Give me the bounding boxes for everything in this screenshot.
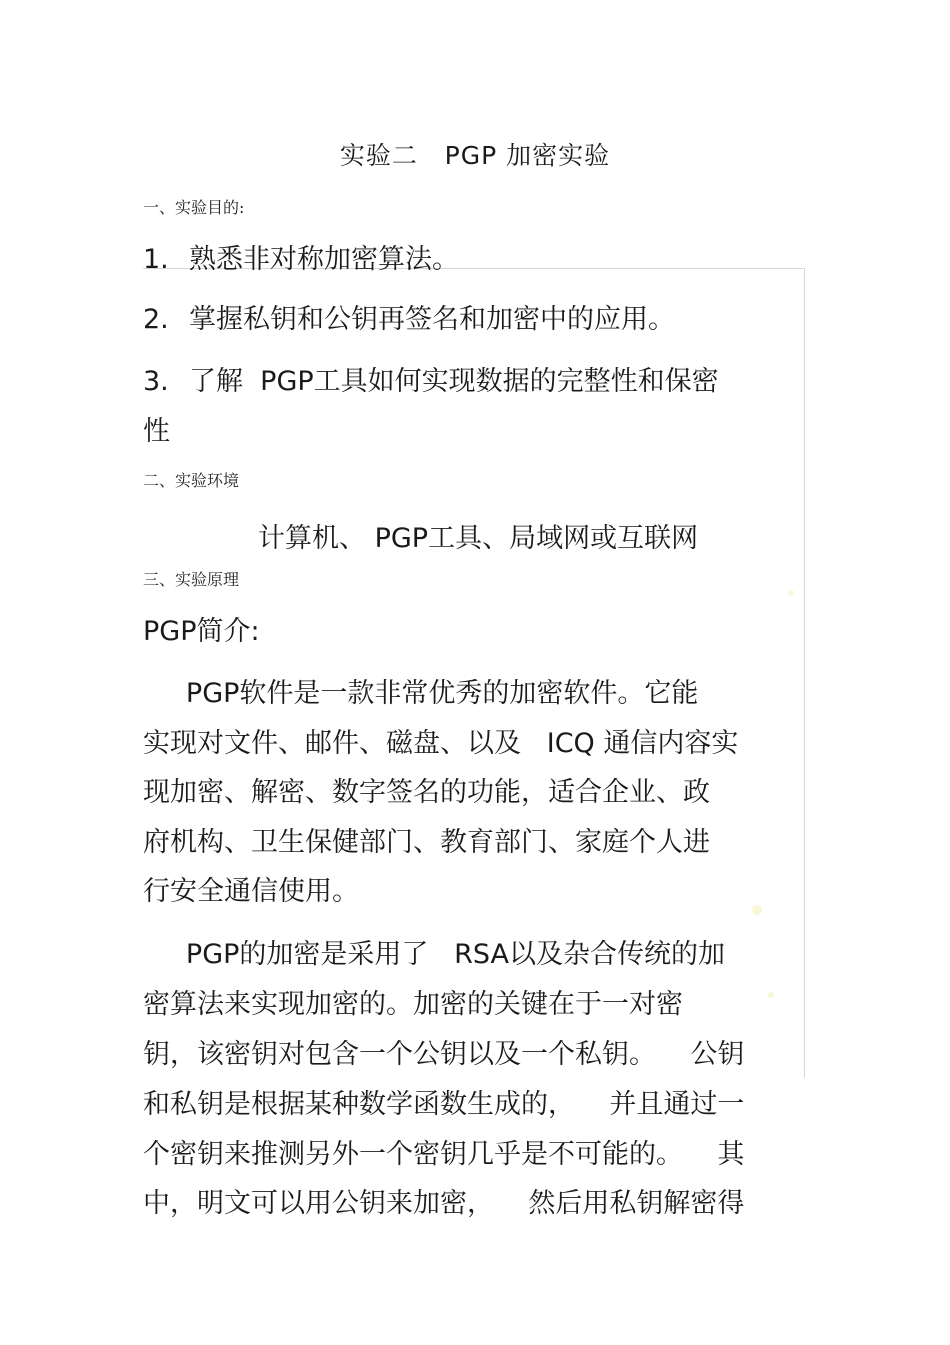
paragraph1-line: PGP软件是一款非常优秀的加密软件。它能 <box>143 678 699 709</box>
purpose-item-2 <box>143 306 675 333</box>
paragraph2-line: 和私钥是根据某种数学函数生成的， 并且通过一 <box>143 1089 745 1120</box>
paragraph2-line: 个密钥来推测另外一个密钥几乎是不可能的。 其 <box>143 1139 745 1170</box>
paragraph1-line: 行安全通信使用。 <box>143 876 359 907</box>
intro-heading: PGP简介: <box>143 616 260 647</box>
list-number: 2. <box>143 304 169 335</box>
purpose-item-3 <box>143 368 719 395</box>
section-heading-principle: 三、实验原理 <box>143 570 240 589</box>
paragraph2-line: 中，明文可以用公钥来加密， 然后用私钥解密得 <box>143 1188 745 1219</box>
paragraph2-line: PGP的加密是采用了 RSA以及杂合传统的加 <box>143 939 726 970</box>
purpose-item-1 <box>143 246 459 273</box>
list-number: 1. <box>143 244 169 275</box>
scan-speck <box>788 590 794 596</box>
paragraph1-line: 实现对文件、邮件、磁盘、以及 ICQ 通信内容实 <box>143 728 739 759</box>
section-heading-environment: 二、实验环境 <box>143 471 240 490</box>
paragraph1-line: 现加密、解密、数字签名的功能，适合企业、政 <box>143 777 710 808</box>
paragraph2-line: 密算法来实现加密的。加密的关键在于一对密 <box>143 989 683 1020</box>
paragraph1-line: 府机构、卫生保健部门、教育部门、家庭个人进 <box>143 827 710 858</box>
list-item-text: 掌握私钥和公钥再签名和加密中的应用。 <box>189 304 675 335</box>
list-item-text: 熟悉非对称加密算法。 <box>189 244 459 275</box>
section-heading-purpose: 一、实验目的: <box>143 198 245 217</box>
document-title: 实验二 PGP 加密实验 <box>339 141 611 170</box>
list-item-text: 了解 PGP工具如何实现数据的完整性和保密 <box>189 366 719 397</box>
paragraph2-line: 钥，该密钥对包含一个公钥以及一个私钥。 公钥 <box>143 1039 745 1070</box>
scan-speck <box>768 992 774 998</box>
purpose-item-3-continuation: 性 <box>143 416 170 447</box>
list-number: 3. <box>143 366 169 397</box>
environment-text: 计算机、 PGP工具、局域网或互联网 <box>258 523 699 554</box>
scan-speck <box>752 905 762 915</box>
